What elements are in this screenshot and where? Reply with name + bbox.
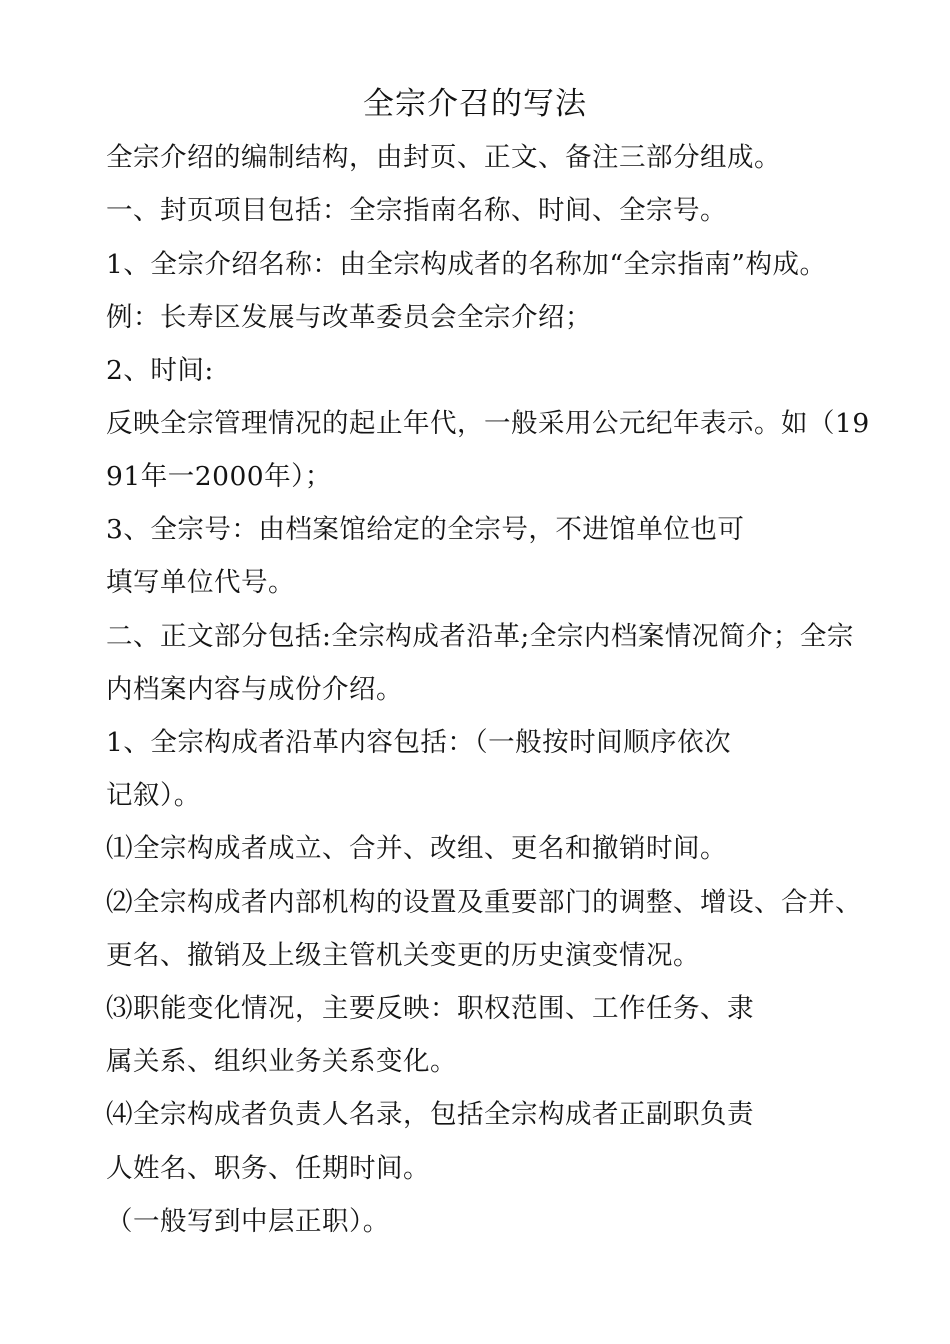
paragraph-line-10: 二、正文部分包括:全宗构成者沿革;全宗内档案情况简介；全宗 bbox=[106, 621, 854, 652]
paragraph-line-4: 例：长寿区发展与改革委员会全宗介绍； bbox=[106, 302, 592, 333]
paragraph-line-7: 91年一2000年）； bbox=[106, 461, 332, 492]
paragraph-line-16: 更名、撤销及上级主管机关变更的历史演变情况。 bbox=[106, 940, 700, 971]
paragraph-line-9: 填写单位代号。 bbox=[106, 567, 295, 598]
paragraph-line-11: 内档案内容与成份介绍。 bbox=[106, 674, 403, 705]
paragraph-line-6: 反映全宗管理情况的起止年代，一般采用公元纪年表示。如（19 bbox=[106, 408, 870, 439]
paragraph-line-20: 人姓名、职务、任期时间。 bbox=[106, 1153, 430, 1184]
paragraph-line-17: ⑶职能变化情况，主要反映：职权范围、工作任务、隶 bbox=[106, 993, 754, 1024]
document-title: 全宗介召的写法 bbox=[363, 86, 587, 122]
paragraph-line-3: 1、全宗介绍名称：由全宗构成者的名称加“全宗指南”构成。 bbox=[106, 249, 827, 280]
paragraph-line-12: 1、全宗构成者沿革内容包括：（一般按时间顺序依次 bbox=[106, 727, 732, 758]
paragraph-line-18: 属关系、组织业务关系变化。 bbox=[106, 1046, 457, 1077]
paragraph-line-13: 记叙）。 bbox=[106, 780, 201, 811]
paragraph-line-21: （一般写到中层正职）。 bbox=[106, 1206, 390, 1237]
paragraph-line-14: ⑴全宗构成者成立、合并、改组、更名和撤销时间。 bbox=[106, 833, 727, 864]
paragraph-line-15: ⑵全宗构成者内部机构的设置及重要部门的调整、增设、合并、 bbox=[106, 887, 862, 918]
paragraph-line-2: 一、封页项目包括：全宗指南名称、时间、全宗号。 bbox=[106, 195, 727, 226]
paragraph-line-8: 3、全宗号：由档案馆给定的全宗号，不进馆单位也可 bbox=[106, 514, 745, 545]
paragraph-line-1: 全宗介绍的编制结构，由封页、正文、备注三部分组成。 bbox=[106, 142, 781, 173]
paragraph-line-19: ⑷全宗构成者负责人名录，包括全宗构成者正副职负责 bbox=[106, 1099, 754, 1130]
paragraph-line-5: 2、时间: bbox=[106, 355, 214, 386]
